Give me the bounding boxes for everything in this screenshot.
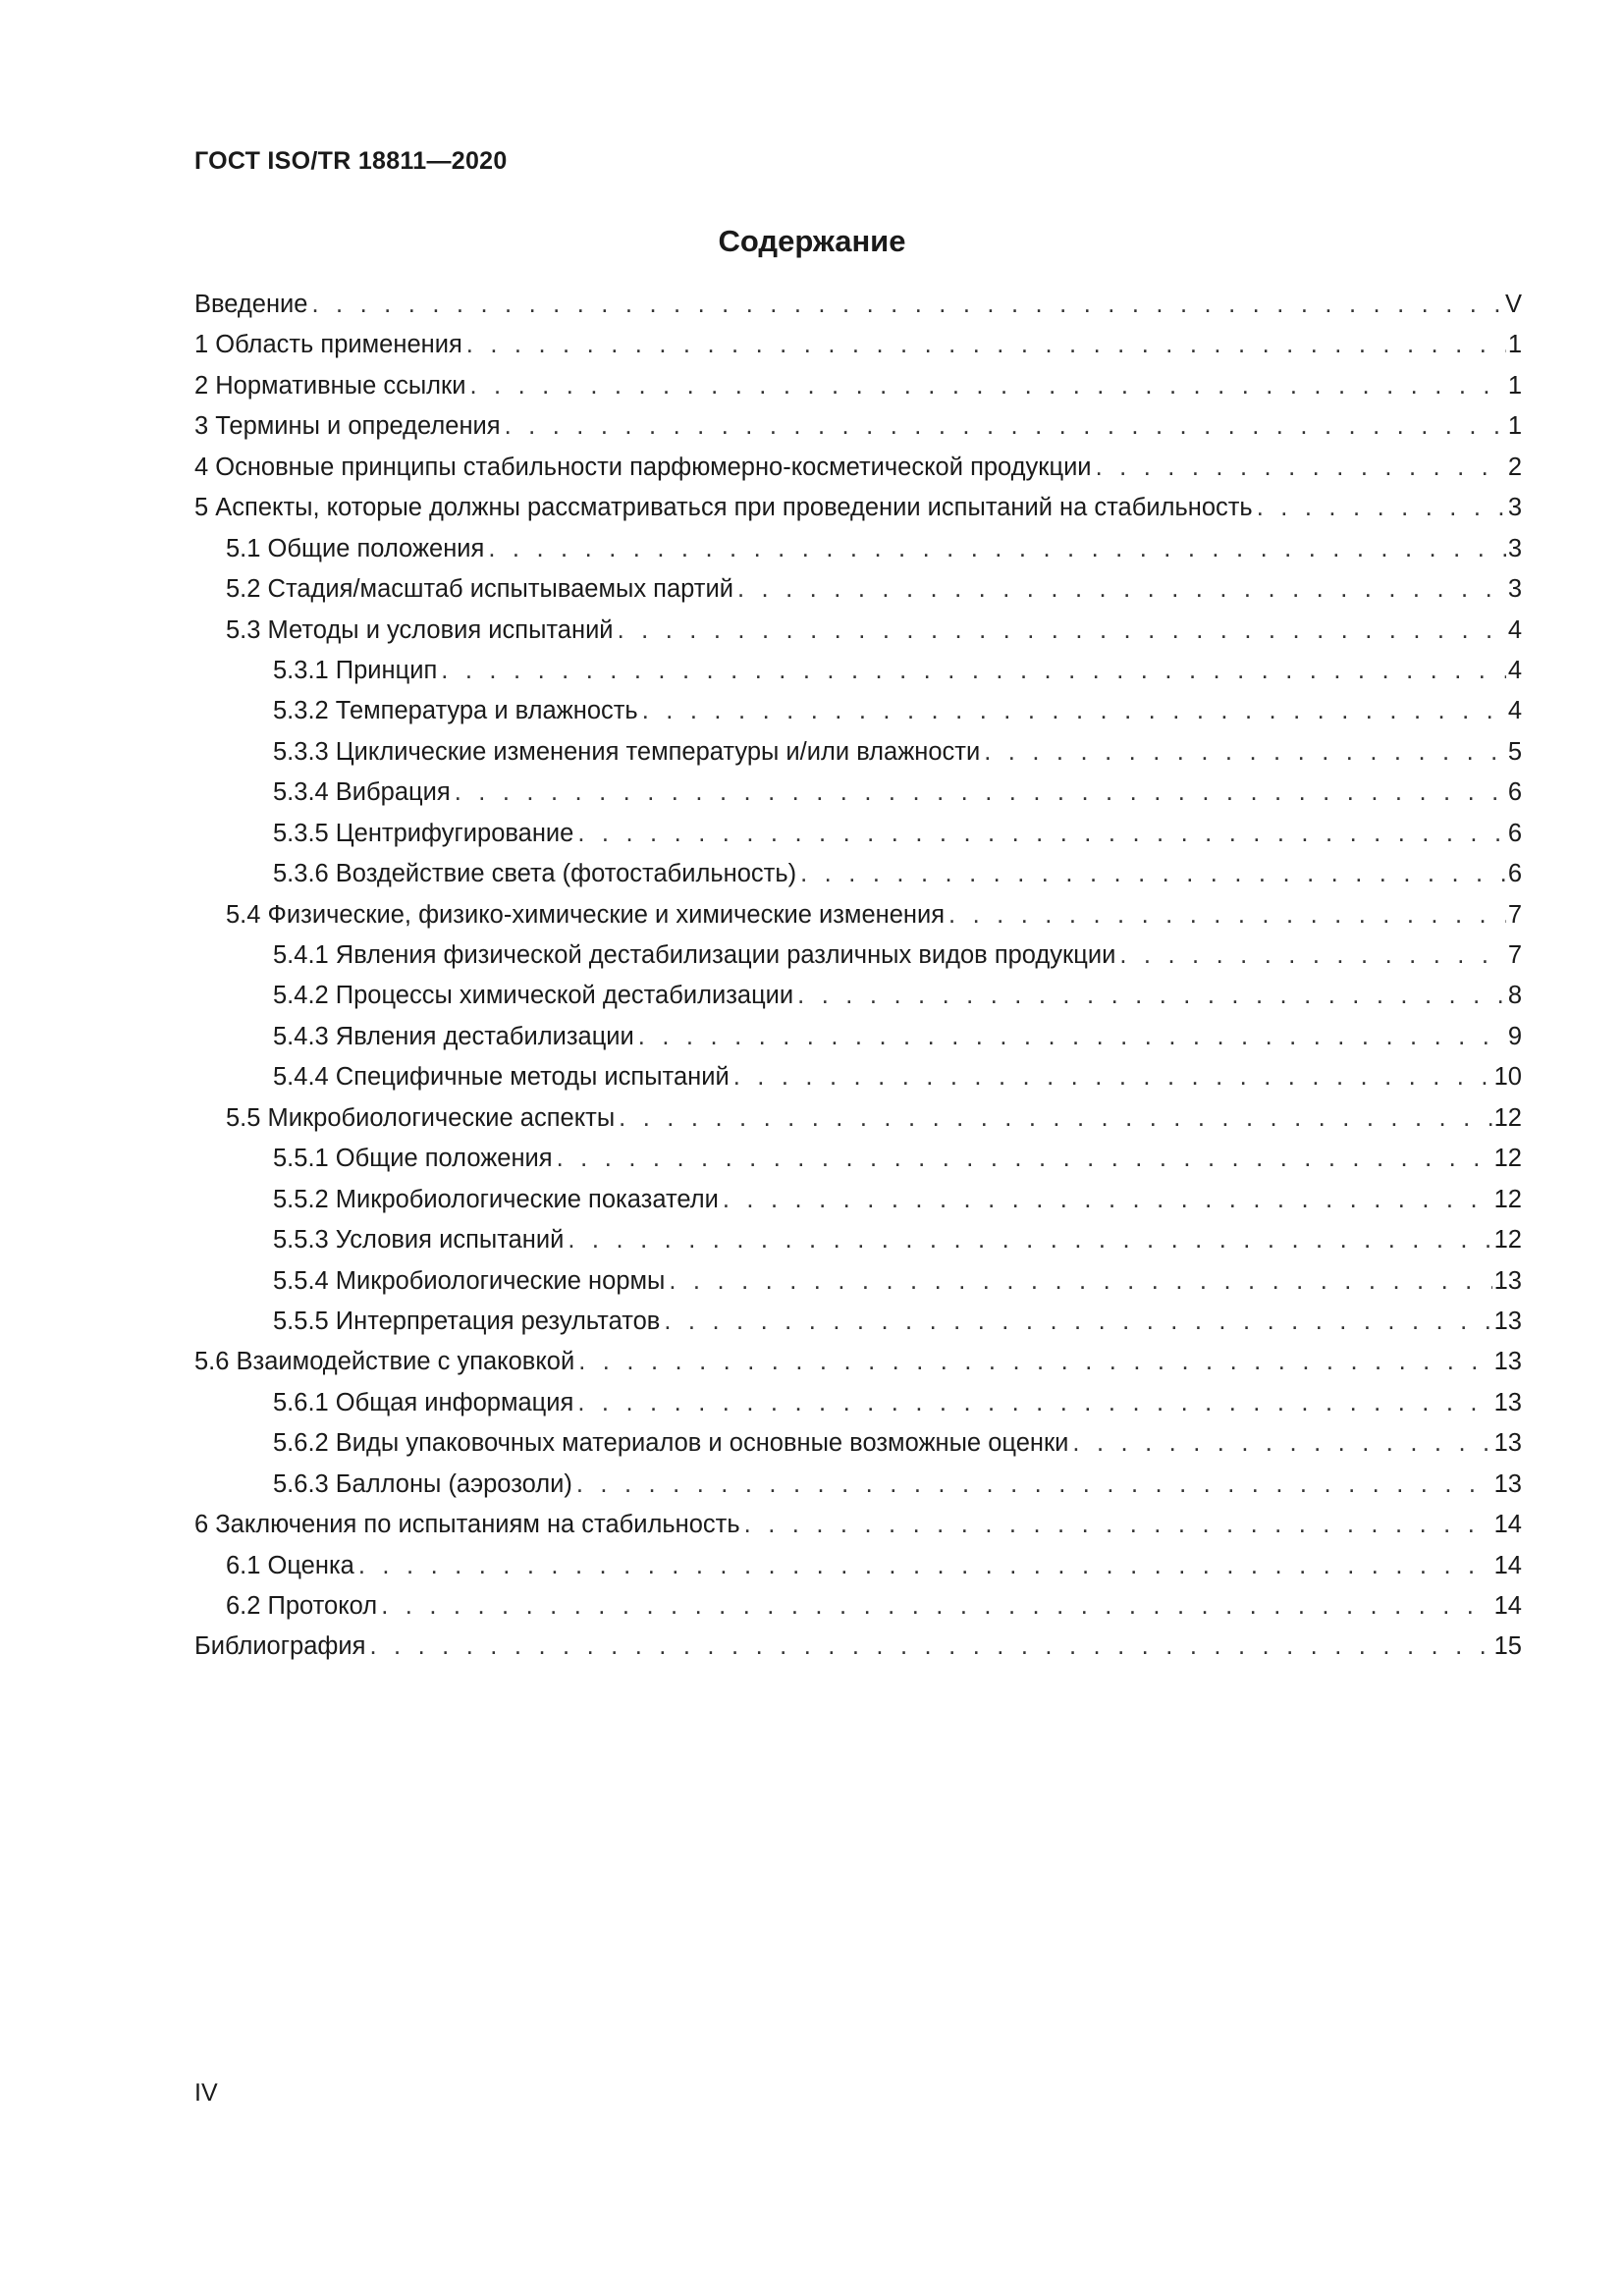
dot-leader: [619, 1098, 1491, 1139]
toc-entry-label: 5.5 Микробиологические аспекты: [226, 1103, 616, 1132]
toc-entry[interactable]: [194, 1627, 1522, 1667]
toc-entry-page: V: [1504, 291, 1522, 318]
toc-entry[interactable]: [194, 854, 1522, 894]
toc-entry-label: 5.3.1 Принцип: [273, 656, 438, 684]
toc-entry-label: 5.5.4 Микробиологические нормы: [273, 1266, 666, 1295]
toc-entry-page: 4: [1507, 615, 1522, 644]
toc-entry[interactable]: [194, 1383, 1522, 1423]
toc-entry-page: 14: [1493, 1551, 1522, 1579]
toc-entry[interactable]: [194, 814, 1522, 854]
toc-entry-label: 5.4 Физические, физико-химические и химические изменения: [226, 900, 946, 929]
toc-entry-label: 5.3.2 Температура и влажность: [273, 697, 638, 725]
toc-entry-page: 3: [1507, 534, 1522, 562]
toc-entry-label: 4 Основные принципы стабильности парфюмерно-косметической продукции: [194, 453, 1092, 481]
toc-entry-label: 3 Термины и определения: [194, 412, 501, 441]
toc-entry-label: 5.4.1 Явления физической дестабилизации различных видов продукции: [273, 941, 1116, 969]
toc-entry-label: 5 Аспекты, которые должны рассматриваться при проведении испытаний на стабильность: [194, 494, 1253, 522]
toc-entry-page: 1: [1507, 331, 1522, 359]
dot-leader: [618, 611, 1506, 651]
toc-entry-label: 5.2 Стадия/масштаб испытываемых партий: [226, 575, 733, 604]
toc-entry-page: 10: [1493, 1063, 1522, 1092]
toc-entry-page: 13: [1493, 1388, 1522, 1416]
toc-entry-page: 13: [1493, 1469, 1522, 1498]
dot-leader: [733, 1057, 1492, 1097]
document-id: ГОСТ ISO/TR 18811—2020: [194, 147, 508, 175]
page-number: IV: [194, 2079, 218, 2107]
toc-entry[interactable]: [194, 569, 1522, 610]
toc-entry-label: 5.4.3 Явления дестабилизации: [273, 1022, 634, 1050]
toc-entry-label: Введение: [194, 291, 308, 318]
dot-leader: [800, 854, 1506, 894]
dot-leader: [737, 569, 1506, 610]
dot-leader: [369, 1627, 1491, 1667]
toc-entry[interactable]: [194, 1098, 1522, 1139]
dot-leader: [577, 1383, 1491, 1423]
toc-entry[interactable]: [194, 1505, 1522, 1545]
toc-entry[interactable]: [194, 366, 1522, 406]
dot-leader: [488, 529, 1505, 569]
toc-entry-page: 12: [1493, 1226, 1522, 1255]
toc-entry-label: 5.3 Методы и условия испытаний: [226, 615, 614, 644]
toc-entry-page: 8: [1507, 982, 1522, 1010]
toc-entry[interactable]: [194, 1139, 1522, 1179]
toc-entry-page: 7: [1507, 900, 1522, 929]
toc-entry-page: 1: [1507, 412, 1522, 441]
toc-entry-page: 12: [1493, 1145, 1522, 1173]
toc-entry-page: 7: [1507, 941, 1522, 969]
toc-entry-page: 9: [1507, 1022, 1522, 1050]
toc-entry-label: 5.3.3 Циклические изменения температуры и/или влажности: [273, 737, 981, 766]
toc-entry[interactable]: [194, 285, 1522, 325]
toc-entry[interactable]: [194, 935, 1522, 976]
dot-leader: [744, 1505, 1492, 1545]
table-of-contents: [194, 285, 1522, 1668]
toc-entry-page: 3: [1507, 575, 1522, 604]
toc-entry-label: 5.1 Общие положения: [226, 534, 485, 562]
toc-entry-label: 5.6.1 Общая информация: [273, 1388, 574, 1416]
toc-entry[interactable]: [194, 1302, 1522, 1342]
dot-leader: [441, 651, 1506, 691]
toc-entry[interactable]: [194, 1261, 1522, 1302]
toc-entry-page: 15: [1493, 1632, 1522, 1661]
toc-entry[interactable]: [194, 1342, 1522, 1382]
toc-entry-page: 12: [1493, 1103, 1522, 1132]
dot-leader: [1096, 448, 1506, 488]
dot-leader: [505, 406, 1506, 447]
toc-entry-label: 5.5.2 Микробиологические показатели: [273, 1185, 719, 1213]
toc-entry[interactable]: [194, 976, 1522, 1016]
toc-entry-page: 6: [1507, 819, 1522, 847]
dot-leader: [311, 285, 1503, 325]
dot-leader: [1119, 935, 1506, 976]
dot-leader: [642, 691, 1506, 731]
toc-entry[interactable]: [194, 448, 1522, 488]
toc-entry[interactable]: [194, 1586, 1522, 1627]
toc-entry-label: 6 Заключения по испытаниям на стабильность: [194, 1511, 740, 1539]
dot-leader: [381, 1586, 1491, 1627]
toc-entry[interactable]: [194, 611, 1522, 651]
toc-entry-label: 5.6 Взаимодействие с упаковкой: [194, 1348, 575, 1376]
dot-leader: [358, 1546, 1492, 1586]
toc-entry-label: 5.3.4 Вибрация: [273, 778, 451, 807]
toc-entry-label: 5.5.3 Условия испытаний: [273, 1226, 565, 1255]
dot-leader: [1257, 488, 1506, 528]
toc-entry[interactable]: [194, 773, 1522, 813]
toc-entry-page: 5: [1507, 737, 1522, 766]
toc-entry-label: 1 Область применения: [194, 331, 462, 359]
dot-leader: [578, 1342, 1491, 1382]
toc-entry-page: 4: [1507, 697, 1522, 725]
toc-entry[interactable]: [194, 1017, 1522, 1057]
dot-leader: [455, 773, 1506, 813]
toc-entry-page: 13: [1493, 1348, 1522, 1376]
toc-entry[interactable]: [194, 1465, 1522, 1505]
toc-entry[interactable]: [194, 1423, 1522, 1464]
toc-entry-page: 2: [1507, 453, 1522, 481]
toc-entry[interactable]: [194, 1546, 1522, 1586]
toc-entry[interactable]: [194, 488, 1522, 528]
dot-leader: [948, 895, 1506, 935]
toc-entry[interactable]: [194, 732, 1522, 773]
toc-entry[interactable]: [194, 1180, 1522, 1220]
toc-entry[interactable]: [194, 325, 1522, 365]
toc-entry-page: 14: [1493, 1511, 1522, 1539]
toc-entry[interactable]: [194, 1057, 1522, 1097]
toc-entry[interactable]: [194, 651, 1522, 691]
toc-entry-label: 5.4.2 Процессы химической дестабилизации: [273, 982, 794, 1010]
toc-entry-page: 13: [1493, 1307, 1522, 1335]
toc-entry-label: 6.2 Протокол: [226, 1592, 378, 1620]
toc-entry-page: 6: [1507, 778, 1522, 807]
toc-entry-label: 5.3.5 Центрифугирование: [273, 819, 574, 847]
toc-entry-page: 12: [1493, 1185, 1522, 1213]
toc-entry[interactable]: [194, 691, 1522, 731]
toc-entry-page: 3: [1507, 494, 1522, 522]
toc-entry-label: Библиография: [194, 1632, 366, 1661]
dot-leader: [466, 325, 1506, 365]
toc-entry-page: 4: [1507, 656, 1522, 684]
toc-entry-label: 5.6.3 Баллоны (аэрозоли): [273, 1469, 572, 1498]
dot-leader: [669, 1261, 1491, 1302]
toc-entry-label: 6.1 Оценка: [226, 1551, 354, 1579]
toc-entry[interactable]: [194, 895, 1522, 935]
toc-entry-label: 5.5.5 Интерпретация результатов: [273, 1307, 661, 1335]
dot-leader: [568, 1220, 1491, 1260]
toc-entry-page: 1: [1507, 371, 1522, 400]
toc-title: Содержание: [718, 224, 906, 258]
toc-entry-label: 5.4.4 Специфичные методы испытаний: [273, 1063, 730, 1092]
dot-leader: [576, 1465, 1492, 1505]
toc-entry-page: 14: [1493, 1592, 1522, 1620]
toc-entry-label: 5.3.6 Воздействие света (фотостабильность): [273, 860, 797, 888]
toc-entry[interactable]: [194, 406, 1522, 447]
toc-entry-label: 5.6.2 Виды упаковочных материалов и основные возможные оценки: [273, 1429, 1069, 1458]
toc-entry-page: 13: [1493, 1266, 1522, 1295]
toc-entry-label: 5.5.1 Общие положения: [273, 1145, 553, 1173]
dot-leader: [557, 1139, 1492, 1179]
dot-leader: [1072, 1423, 1491, 1464]
dot-leader: [469, 366, 1505, 406]
toc-entry[interactable]: [194, 529, 1522, 569]
dot-leader: [723, 1180, 1492, 1220]
dot-leader: [664, 1302, 1491, 1342]
toc-entry-page: 6: [1507, 860, 1522, 888]
dot-leader: [797, 976, 1506, 1016]
dot-leader: [984, 732, 1506, 773]
toc-entry[interactable]: [194, 1220, 1522, 1260]
toc-entry-label: 2 Нормативные ссылки: [194, 371, 466, 400]
toc-entry-page: 13: [1493, 1429, 1522, 1458]
dot-leader: [638, 1017, 1506, 1057]
dot-leader: [577, 814, 1505, 854]
